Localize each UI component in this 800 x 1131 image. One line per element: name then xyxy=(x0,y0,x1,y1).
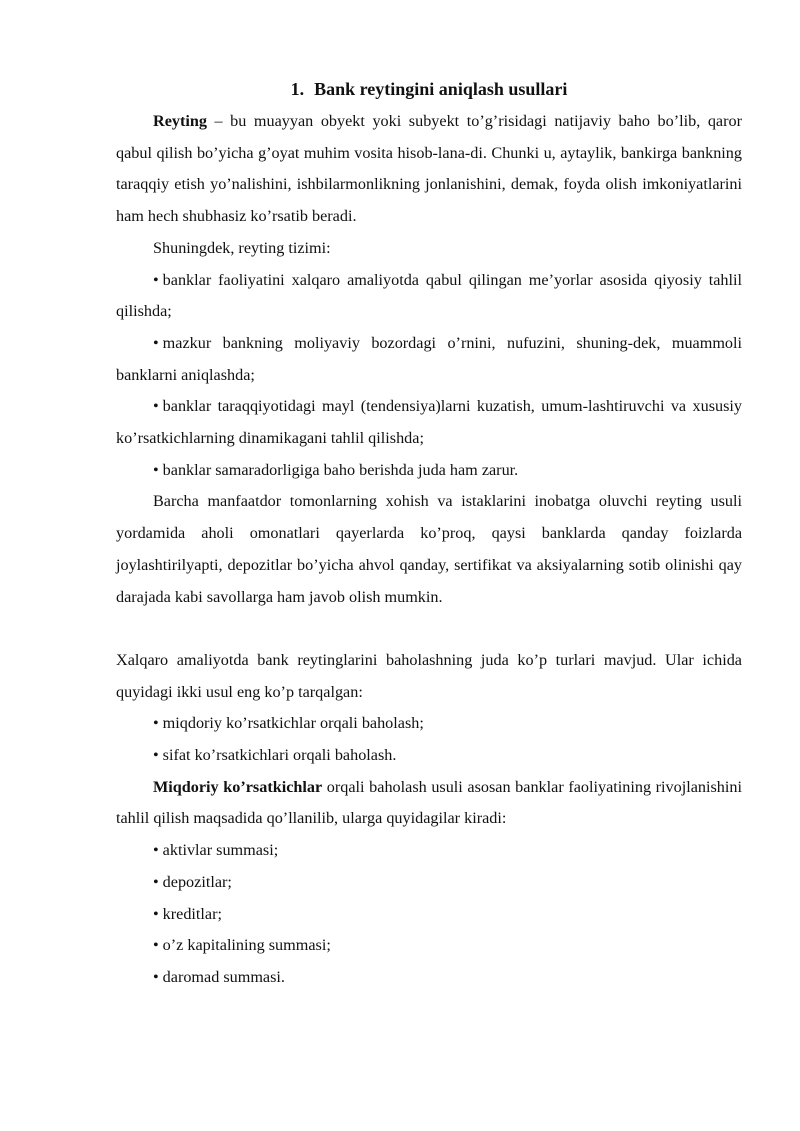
list-item xyxy=(116,391,742,454)
list-item xyxy=(116,867,742,899)
bullet-icon: • xyxy=(153,397,159,416)
list-item-text: banklar taraqqiyotidagi mayl (tendensiya)larni kuzatish, umum-lashtiruvchi va xususiy ko’rsatkichlarning dinamikagani tahlil qilishda; xyxy=(116,397,742,448)
quantitative-term: Miqdoriy ko’rsatkichlar xyxy=(153,777,323,796)
quantitative-paragraph xyxy=(116,772,742,835)
intl-paragraph: Xalqaro amaliyotda bank reytinglarini baholashning juda ko’p turlari mavjud. Ular ichida quyidagi ikki usul eng ko’p tarqalgan: xyxy=(116,650,742,701)
list-item xyxy=(116,930,742,962)
bullet-icon: • xyxy=(153,872,159,891)
intro-paragraph xyxy=(116,106,742,233)
list-item xyxy=(116,708,742,740)
blank-line xyxy=(116,613,742,645)
list-item-text: daromad summasi. xyxy=(162,967,285,986)
list-item xyxy=(116,455,742,487)
list-item-text: kreditlar; xyxy=(162,904,222,923)
list-item xyxy=(116,740,742,772)
list-item-text: miqdoriy ko’rsatkichlar orqali baholash; xyxy=(162,714,424,733)
section-title-text: Bank reytingini aniqlash usullari xyxy=(314,79,568,99)
bullet-icon: • xyxy=(153,746,159,765)
list-item-text: sifat ko’rsatkichlari orqali baholash. xyxy=(162,746,397,765)
bullet-icon: • xyxy=(153,270,159,289)
document-page xyxy=(116,74,742,994)
bullet-icon: • xyxy=(153,333,159,352)
list-item-text: banklar faoliyatini xalqaro amaliyotda qabul qilingan me’yorlar asosida qiyosiy tahlil qilishda; xyxy=(116,270,742,321)
bullet-icon: • xyxy=(153,714,159,733)
quantitative-text: orqali baholash usuli asosan banklar faoliyatining rivojlanishini tahlil qilish maqsadida qo’llanilib, ularga quyidagilar kiradi: xyxy=(116,777,742,828)
list-item xyxy=(116,328,742,391)
list-item xyxy=(116,265,742,328)
section-title xyxy=(116,74,742,104)
system-lead: Shuningdek, reyting tizimi: xyxy=(153,238,331,257)
list-item-text: depozitlar; xyxy=(162,872,232,891)
intro-text: – bu muayyan obyekt yoki subyekt to’g’risidagi natijaviy baho bo’lib, qaror qabul qilish bo’yicha g’oyat muhim vosita hisob-lana-di. Chunki u, aytaylik, bankirga bankning taraqqiy etish yo’nalishini, ishbilarmonlikning jonlanishini, demak, foyda olish imkoniyatlarini ham hech shubhasiz ko’rsatib beradi. xyxy=(116,112,742,226)
bullet-icon: • xyxy=(153,460,159,479)
intro-term: Reyting xyxy=(153,112,207,130)
section-number: 1. xyxy=(290,79,305,99)
bullet-icon: • xyxy=(153,967,159,986)
list-item xyxy=(116,962,742,994)
stakeholders-paragraph: Barcha manfaatdor tomonlarning xohish va istaklarini inobatga oluvchi reyting usuli yordamida aholi omonatlari qayerlarda ko’proq, qaysi banklarda qanday foizlarda joylashtirilyapti, depozitlar bo’yicha ahvol qanday, sertifikat va aksiyalarning sotib olinishi qay darajada kabi savollarga ham javob olish mumkin. xyxy=(116,492,742,606)
list-item-text: banklar samaradorligiga baho berishda juda ham zarur. xyxy=(162,460,519,479)
bullet-icon: • xyxy=(153,841,159,860)
list-item-text: aktivlar summasi; xyxy=(162,841,279,860)
list-item xyxy=(116,899,742,931)
list-item-text: mazkur bankning moliyaviy bozordagi o’rnini, nufuzini, shuning-dek, muammoli banklarni aniqlashda; xyxy=(116,333,742,384)
bullet-icon: • xyxy=(153,904,159,923)
list-item xyxy=(116,835,742,867)
list-item-text: o’z kapitalining summasi; xyxy=(162,936,331,955)
bullet-icon: • xyxy=(153,936,159,955)
